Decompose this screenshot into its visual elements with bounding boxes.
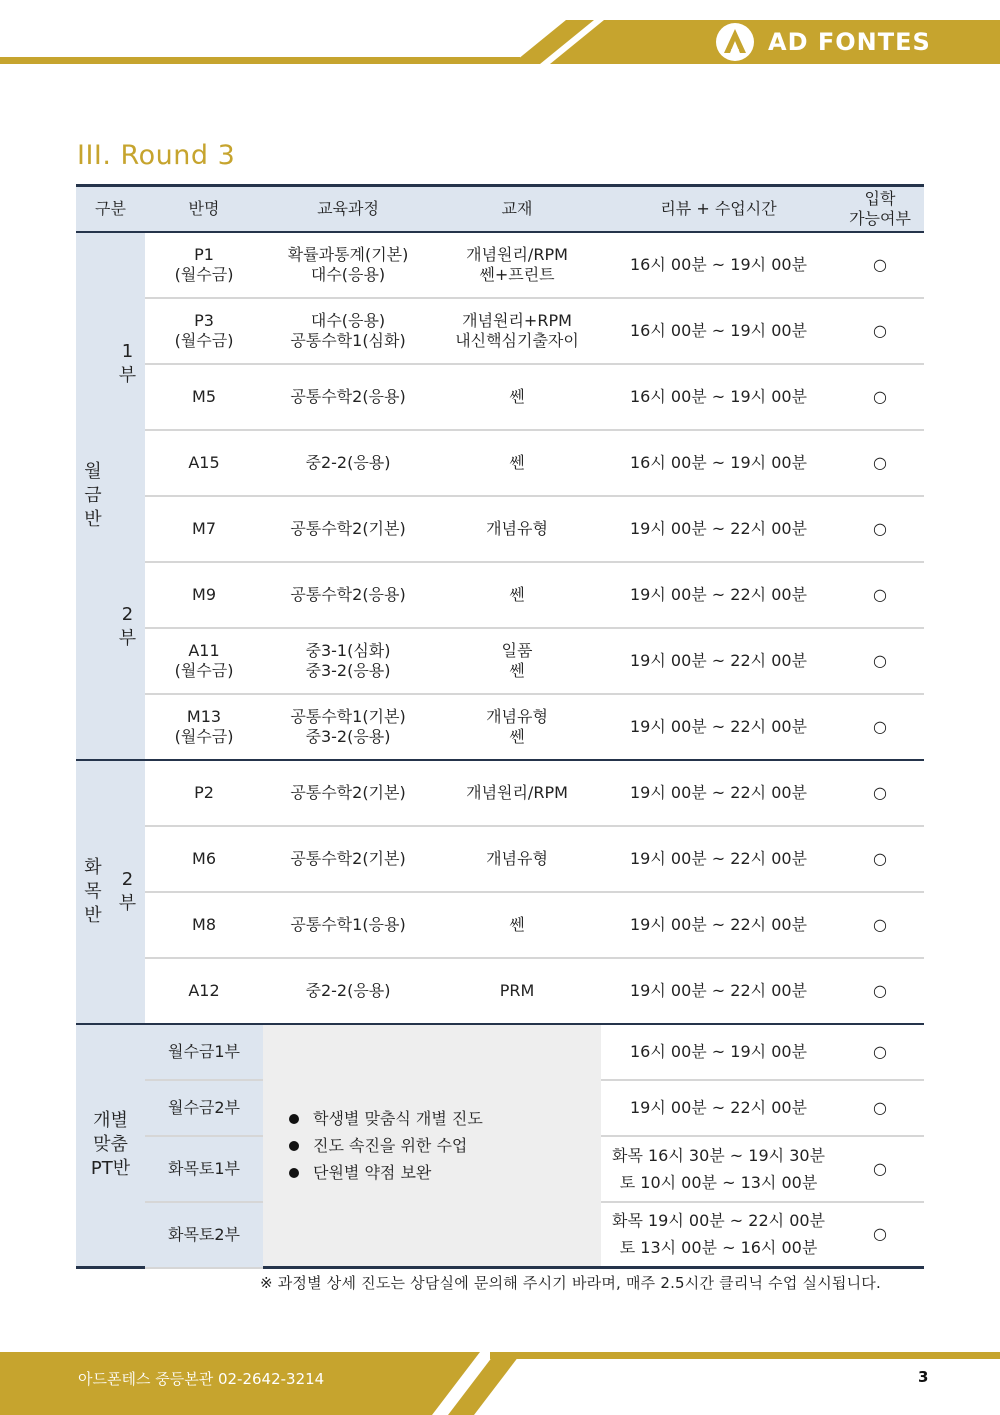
availability-mark: ○ (836, 892, 924, 958)
group-label-char: 금 (84, 484, 102, 506)
table-row (76, 232, 924, 298)
time-cell: 화목 19시 00분 ~ 22시 00분 토 13시 00분 ~ 16시 00분 (601, 1202, 836, 1268)
class-cell: P1 (월수금) (145, 232, 263, 298)
header-textbook: 교재 (433, 186, 601, 232)
course-cell: 중2-2(응용) (263, 958, 433, 1024)
textbook-cell: 개념원리/RPM 쎈+프린트 (433, 232, 601, 298)
part-label-char: 2 (121, 604, 134, 625)
pt-description (263, 1024, 601, 1268)
textbook-cell: 쎈 (433, 364, 601, 430)
table-row (76, 958, 924, 1024)
course-cell: 확률과통계(기본) 대수(응용) (263, 232, 433, 298)
course-cell: 공통수학2(기본) (263, 760, 433, 826)
time-cell: 19시 00분 ~ 22시 00분 (601, 892, 836, 958)
time-cell: 19시 00분 ~ 22시 00분 (601, 628, 836, 694)
group-mon-wed-fri (76, 232, 110, 760)
time-cell: 16시 00분 ~ 19시 00분 (601, 298, 836, 364)
availability-mark: ○ (836, 1136, 924, 1202)
schedule-table (76, 184, 924, 1269)
availability-mark: ○ (836, 562, 924, 628)
availability-mark: ○ (836, 1024, 924, 1080)
class-cell: M8 (145, 892, 263, 958)
header-time: 리뷰 + 수업시간 (601, 186, 836, 232)
pt-class-cell: 월수금1부 (145, 1024, 263, 1080)
table-row (76, 826, 924, 892)
textbook-cell: PRM (433, 958, 601, 1024)
group-label-char: 반 (84, 904, 102, 926)
time-cell: 19시 00분 ~ 22시 00분 (601, 826, 836, 892)
header-category: 구분 (76, 186, 145, 232)
table-row (76, 1024, 924, 1080)
group-label-char: 화 (84, 856, 102, 878)
textbook-cell: 쎈 (433, 562, 601, 628)
brand-name: AD FONTES (768, 28, 931, 56)
class-cell: M9 (145, 562, 263, 628)
group-part-1 (110, 232, 145, 496)
header-availability (836, 186, 924, 232)
pt-label-line: PT반 (90, 1158, 131, 1180)
class-cell: A12 (145, 958, 263, 1024)
time-cell: 19시 00분 ~ 22시 00분 (601, 760, 836, 826)
group-tue-thu (76, 760, 110, 1024)
availability-mark: ○ (836, 298, 924, 364)
table-header-row (76, 186, 924, 232)
availability-mark: ○ (836, 232, 924, 298)
part-label-char: 2 (121, 868, 134, 890)
group-pt (76, 1024, 145, 1268)
class-cell: M6 (145, 826, 263, 892)
course-cell: 공통수학1(응용) (263, 892, 433, 958)
course-cell: 대수(응용) 공통수학1(심화) (263, 298, 433, 364)
class-cell: P3 (월수금) (145, 298, 263, 364)
class-cell: A15 (145, 430, 263, 496)
availability-mark: ○ (836, 760, 924, 826)
table-row (76, 760, 924, 826)
table-row (76, 496, 924, 562)
availability-mark: ○ (836, 364, 924, 430)
table-row (76, 364, 924, 430)
textbook-cell: 개념유형 쎈 (433, 694, 601, 760)
pt-label-line: 맞춤 (93, 1134, 128, 1156)
footer-gold-line (490, 1352, 1000, 1359)
time-cell: 16시 00분 ~ 19시 00분 (601, 232, 836, 298)
brand-logo (716, 22, 931, 62)
time-cell: 화목 16시 30분 ~ 19시 30분 토 10시 00분 ~ 13시 00분 (601, 1136, 836, 1202)
pt-class-cell: 화목토1부 (145, 1136, 263, 1202)
part-label-char: 부 (118, 365, 137, 386)
header-gold-line (0, 57, 520, 64)
table-row (76, 430, 924, 496)
time-cell: 16시 00분 ~ 19시 00분 (601, 364, 836, 430)
part-label-char: 부 (118, 628, 137, 649)
availability-mark: ○ (836, 958, 924, 1024)
course-cell: 중2-2(응용) (263, 430, 433, 496)
table-row (76, 892, 924, 958)
course-cell: 공통수학2(기본) (263, 826, 433, 892)
availability-mark: ○ (836, 826, 924, 892)
header-class: 반명 (145, 186, 263, 232)
time-cell: 19시 00분 ~ 22시 00분 (601, 694, 836, 760)
textbook-cell: 개념유형 (433, 496, 601, 562)
time-cell: 19시 00분 ~ 22시 00분 (601, 562, 836, 628)
list-item: 학생별 맞춤식 개별 진도 (289, 1105, 601, 1132)
availability-mark: ○ (836, 628, 924, 694)
class-cell: P2 (145, 760, 263, 826)
table-row (76, 694, 924, 760)
time-cell: 19시 00분 ~ 22시 00분 (601, 958, 836, 1024)
textbook-cell: 쎈 (433, 892, 601, 958)
header-avail-line-2: 가능여부 (849, 208, 911, 228)
bullet-icon (289, 1114, 299, 1124)
course-cell: 공통수학2(응용) (263, 364, 433, 430)
time-cell: 16시 00분 ~ 19시 00분 (601, 1024, 836, 1080)
pt-description-list (289, 1105, 601, 1186)
header-avail-line-1: 입학 (864, 188, 896, 208)
list-item: 진도 속진을 위한 수업 (289, 1132, 601, 1159)
course-cell: 중3-1(심화) 중3-2(응용) (263, 628, 433, 694)
list-item: 단원별 약점 보완 (289, 1159, 601, 1186)
textbook-cell: 개념원리/RPM (433, 760, 601, 826)
group-label-char: 월 (84, 460, 102, 482)
availability-mark: ○ (836, 1202, 924, 1268)
textbook-cell: 쎈 (433, 430, 601, 496)
table-row (76, 298, 924, 364)
availability-mark: ○ (836, 694, 924, 760)
bullet-icon (289, 1141, 299, 1151)
pt-class-cell: 월수금2부 (145, 1080, 263, 1136)
bullet-icon (289, 1168, 299, 1178)
part-label-char: 부 (118, 892, 137, 914)
group-tt-part-2 (110, 760, 145, 1024)
textbook-cell: 개념원리+RPM 내신핵심기출자이 (433, 298, 601, 364)
footnote: ※ 과정별 상세 진도는 상담실에 문의해 주시기 바라며, 매주 2.5시간 클리닉 수업 실시됩니다. (260, 1274, 881, 1292)
header-course: 교육과정 (263, 186, 433, 232)
group-label-char: 목 (84, 880, 102, 902)
time-cell: 19시 00분 ~ 22시 00분 (601, 496, 836, 562)
class-cell: M13 (월수금) (145, 694, 263, 760)
pt-label-line: 개별 (93, 1110, 128, 1132)
footer-contact: 아드폰테스 중등본관 02-2642-3214 (78, 1370, 325, 1388)
group-label-char: 반 (84, 508, 102, 530)
availability-mark: ○ (836, 496, 924, 562)
course-cell: 공통수학2(응용) (263, 562, 433, 628)
time-cell: 19시 00분 ~ 22시 00분 (601, 1080, 836, 1136)
group-part-2 (110, 496, 145, 760)
class-cell: M7 (145, 496, 263, 562)
table-row (76, 628, 924, 694)
class-cell: A11 (월수금) (145, 628, 263, 694)
logo-a-icon (716, 23, 754, 61)
textbook-cell: 개념유형 (433, 826, 601, 892)
part-label-char: 1 (121, 341, 134, 362)
availability-mark: ○ (836, 430, 924, 496)
pt-class-cell: 화목토2부 (145, 1202, 263, 1268)
textbook-cell: 일품 쎈 (433, 628, 601, 694)
availability-mark: ○ (836, 1080, 924, 1136)
table-row (76, 562, 924, 628)
course-cell: 공통수학1(기본) 중3-2(응용) (263, 694, 433, 760)
class-cell: M5 (145, 364, 263, 430)
course-cell: 공통수학2(기본) (263, 496, 433, 562)
time-cell: 16시 00분 ~ 19시 00분 (601, 430, 836, 496)
page-number: 3 (918, 1368, 929, 1386)
section-title: III. Round 3 (77, 140, 236, 171)
